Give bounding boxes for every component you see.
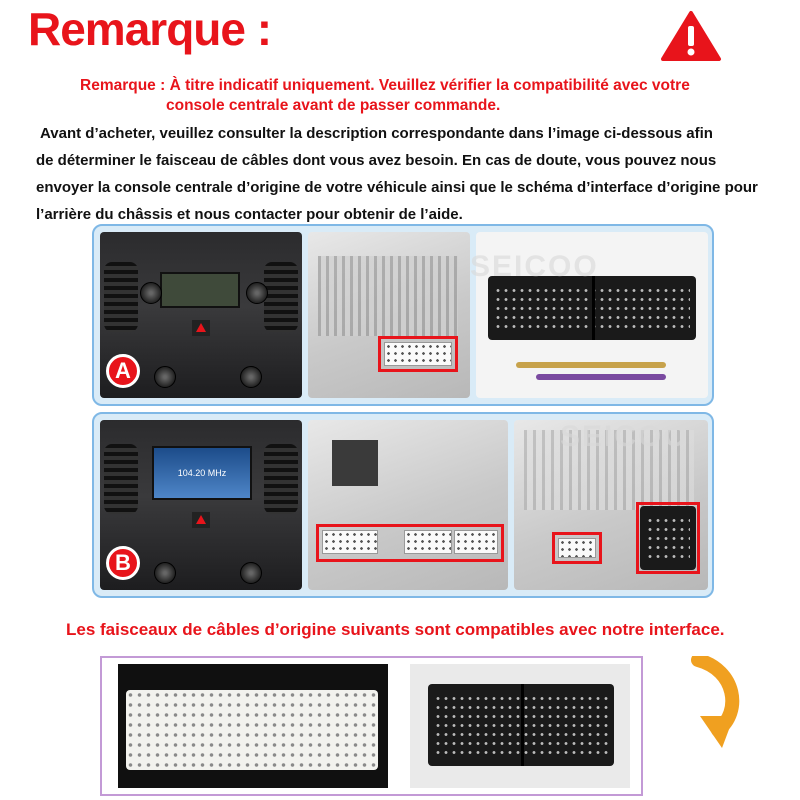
radio-display bbox=[160, 272, 240, 308]
panel-label-a: A bbox=[106, 354, 140, 388]
description-line: de déterminer le faisceau de câbles dont vous avez besoin. En cas de doute, vous pouvez nous bbox=[36, 152, 717, 169]
description-text bbox=[36, 120, 776, 228]
wire bbox=[516, 362, 666, 368]
radio-frequency: 104.20 MHz bbox=[177, 468, 227, 478]
white-harness-photo bbox=[118, 664, 388, 788]
radio-knob bbox=[140, 282, 162, 304]
air-vent bbox=[264, 262, 298, 332]
black-harness-photo bbox=[410, 664, 630, 788]
unit-back-photo-a bbox=[308, 232, 470, 398]
air-vent bbox=[264, 444, 298, 514]
hazard-button bbox=[192, 320, 210, 336]
white-harness bbox=[126, 690, 378, 770]
climate-knob bbox=[240, 562, 262, 584]
panel-label-b: B bbox=[106, 546, 140, 580]
description-line: l’arrière du châssis et nous contacter pour obtenir de l’aide. bbox=[36, 206, 463, 223]
radio-display bbox=[152, 446, 252, 500]
black-connector bbox=[488, 276, 696, 340]
page-title: Remarque : bbox=[28, 3, 272, 55]
chassis-vents bbox=[318, 256, 458, 336]
description-line: envoyer la console centrale d’origine de votre véhicule ainsi que le schéma d’interface d’origine pour bbox=[36, 179, 758, 196]
highlight-box bbox=[636, 502, 700, 574]
warning-triangle-icon bbox=[660, 10, 722, 62]
compatibility-text: Les faisceaux de câbles d’origine suivants sont compatibles avec notre interface. bbox=[66, 620, 725, 639]
dashboard-photo-b bbox=[100, 420, 302, 590]
highlight-box bbox=[552, 532, 602, 564]
unit-back-photo-b bbox=[308, 420, 508, 590]
notice-text bbox=[80, 76, 720, 116]
notice-line-1: Remarque : À titre indicatif uniquement. Veuillez vérifier la compatibilité avec votre bbox=[80, 77, 690, 94]
compatible-harness-frame bbox=[100, 656, 643, 796]
highlight-box bbox=[316, 524, 504, 562]
panel-a bbox=[92, 224, 714, 406]
radio-knob bbox=[246, 282, 268, 304]
climate-knob bbox=[154, 366, 176, 388]
climate-knob bbox=[154, 562, 176, 584]
air-vent bbox=[104, 262, 138, 332]
curved-arrow-icon bbox=[676, 656, 746, 752]
dashboard-photo-a bbox=[100, 232, 302, 398]
notice-line-2: console centrale avant de passer commande. bbox=[166, 97, 501, 114]
watermark: SEICOO bbox=[560, 420, 689, 453]
black-harness bbox=[428, 684, 614, 766]
description-line: Avant d’acheter, veuillez consulter la description correspondante dans l’image ci-dessous afin bbox=[40, 125, 713, 142]
highlight-box bbox=[378, 336, 458, 372]
watermark: SEICOO bbox=[470, 250, 599, 283]
wire bbox=[536, 374, 666, 380]
fan-housing bbox=[332, 440, 378, 486]
air-vent bbox=[104, 444, 138, 514]
hazard-button bbox=[192, 512, 210, 528]
climate-knob bbox=[240, 366, 262, 388]
